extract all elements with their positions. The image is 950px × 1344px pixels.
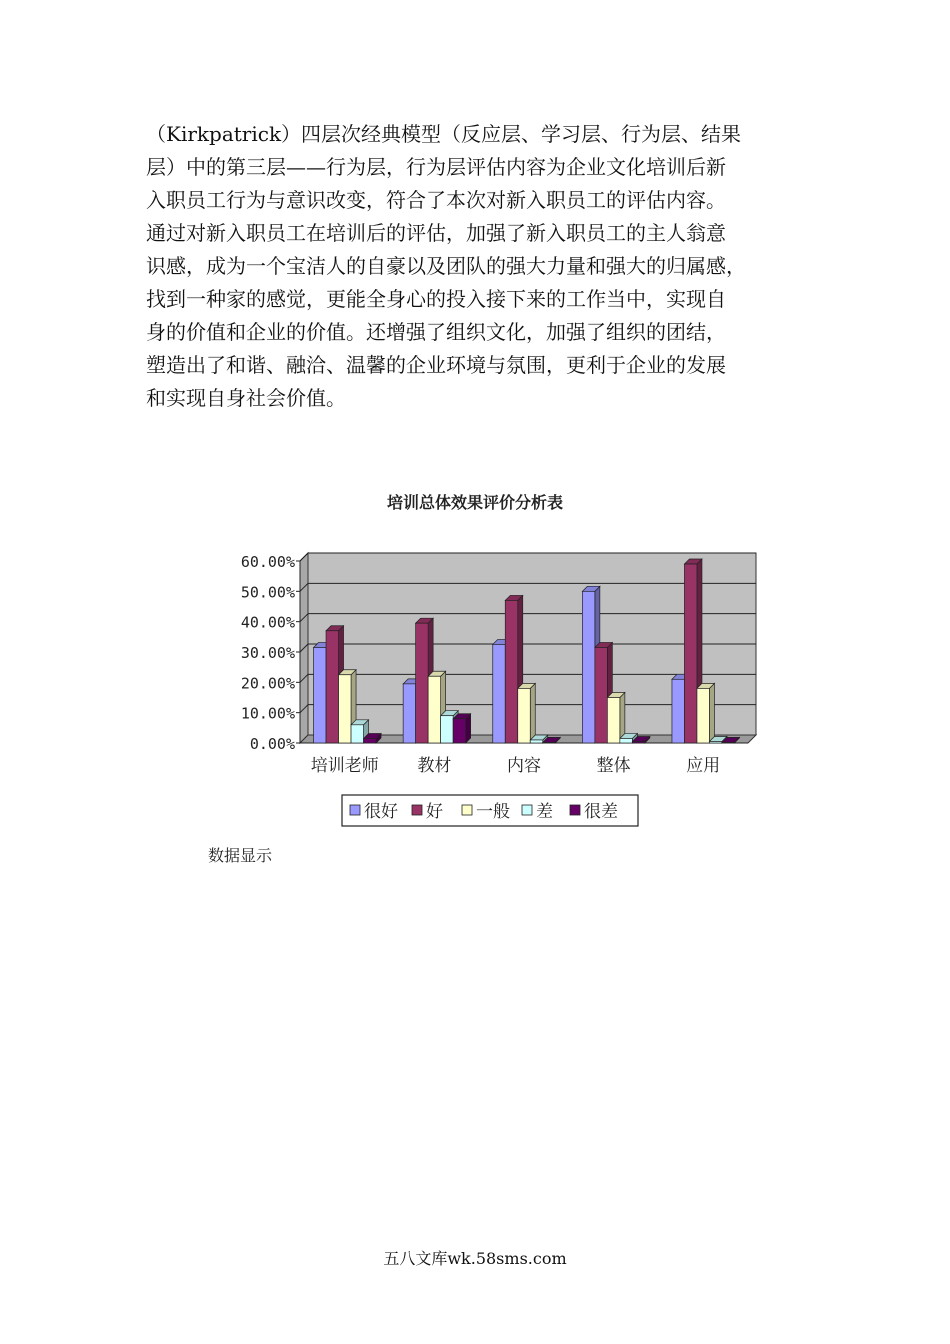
y-tick-label: 60.00% xyxy=(240,553,295,571)
y-tick-label: 0.00% xyxy=(249,735,295,753)
y-tick-label: 50.00% xyxy=(240,583,295,602)
y-tick-label: 40.00% xyxy=(240,613,295,632)
y-tick-label: 20.00% xyxy=(240,674,295,693)
legend-label: 一般 xyxy=(476,802,510,822)
x-category-label: 教材 xyxy=(417,756,452,776)
paragraph-line: 和实现自身社会价值。 xyxy=(146,386,346,410)
paragraph-line: 身的价值和企业的价值。还增强了组织文化，加强了组织的团结， xyxy=(146,320,726,344)
paragraph-line: 识感，成为一个宝洁人的自豪以及团队的强大力量和强大的归属感， xyxy=(146,254,746,278)
legend-swatch xyxy=(462,805,472,815)
bar-很差-教材 xyxy=(453,714,471,743)
legend-swatch xyxy=(350,805,360,815)
y-tick-label: 30.00% xyxy=(240,644,295,662)
bar-一般-内容 xyxy=(518,683,536,743)
x-category-label: 培训老师 xyxy=(310,756,379,776)
bar-一般-应用 xyxy=(697,683,715,743)
x-category-label: 应用 xyxy=(686,756,721,776)
bar-一般-整体 xyxy=(607,693,625,744)
legend-label: 好 xyxy=(426,802,443,822)
x-category-label: 整体 xyxy=(596,756,631,776)
legend-label: 很好 xyxy=(364,802,398,822)
paragraph-line: （Kirkpatrick）四层次经典模型（反应层、学习层、行为层、结果 xyxy=(146,122,742,146)
cut-off-text: 数据显示 xyxy=(208,846,273,865)
legend-label: 很差 xyxy=(584,802,618,822)
paragraph-line: 通过对新入职员工在培训后的评估，加强了新入职员工的主人翁意 xyxy=(146,221,726,245)
legend-swatch xyxy=(570,805,580,815)
x-category-label: 内容 xyxy=(507,756,541,776)
paragraph-line: 入职员工行为与意识改变，符合了本次对新入职员工的评估内容。 xyxy=(146,188,726,212)
paragraph-line: 找到一种家的感觉，更能全身心的投入接下来的工作当中，实现自 xyxy=(146,287,726,311)
chart-title: 培训总体效果评价分析表 xyxy=(386,493,563,512)
legend-swatch xyxy=(412,805,422,815)
page-footer: 五八文库wk.58sms.com xyxy=(383,1249,567,1268)
paragraph-line: 层）中的第三层——行为层，行为层评估内容为企业文化培训后新 xyxy=(146,155,726,179)
y-tick-label: 10.00% xyxy=(240,704,295,723)
legend-label: 差 xyxy=(536,802,553,822)
paragraph-line: 塑造出了和谐、融洽、温馨的企业环境与氛围，更利于企业的发展 xyxy=(146,353,726,377)
legend-swatch xyxy=(522,805,532,815)
